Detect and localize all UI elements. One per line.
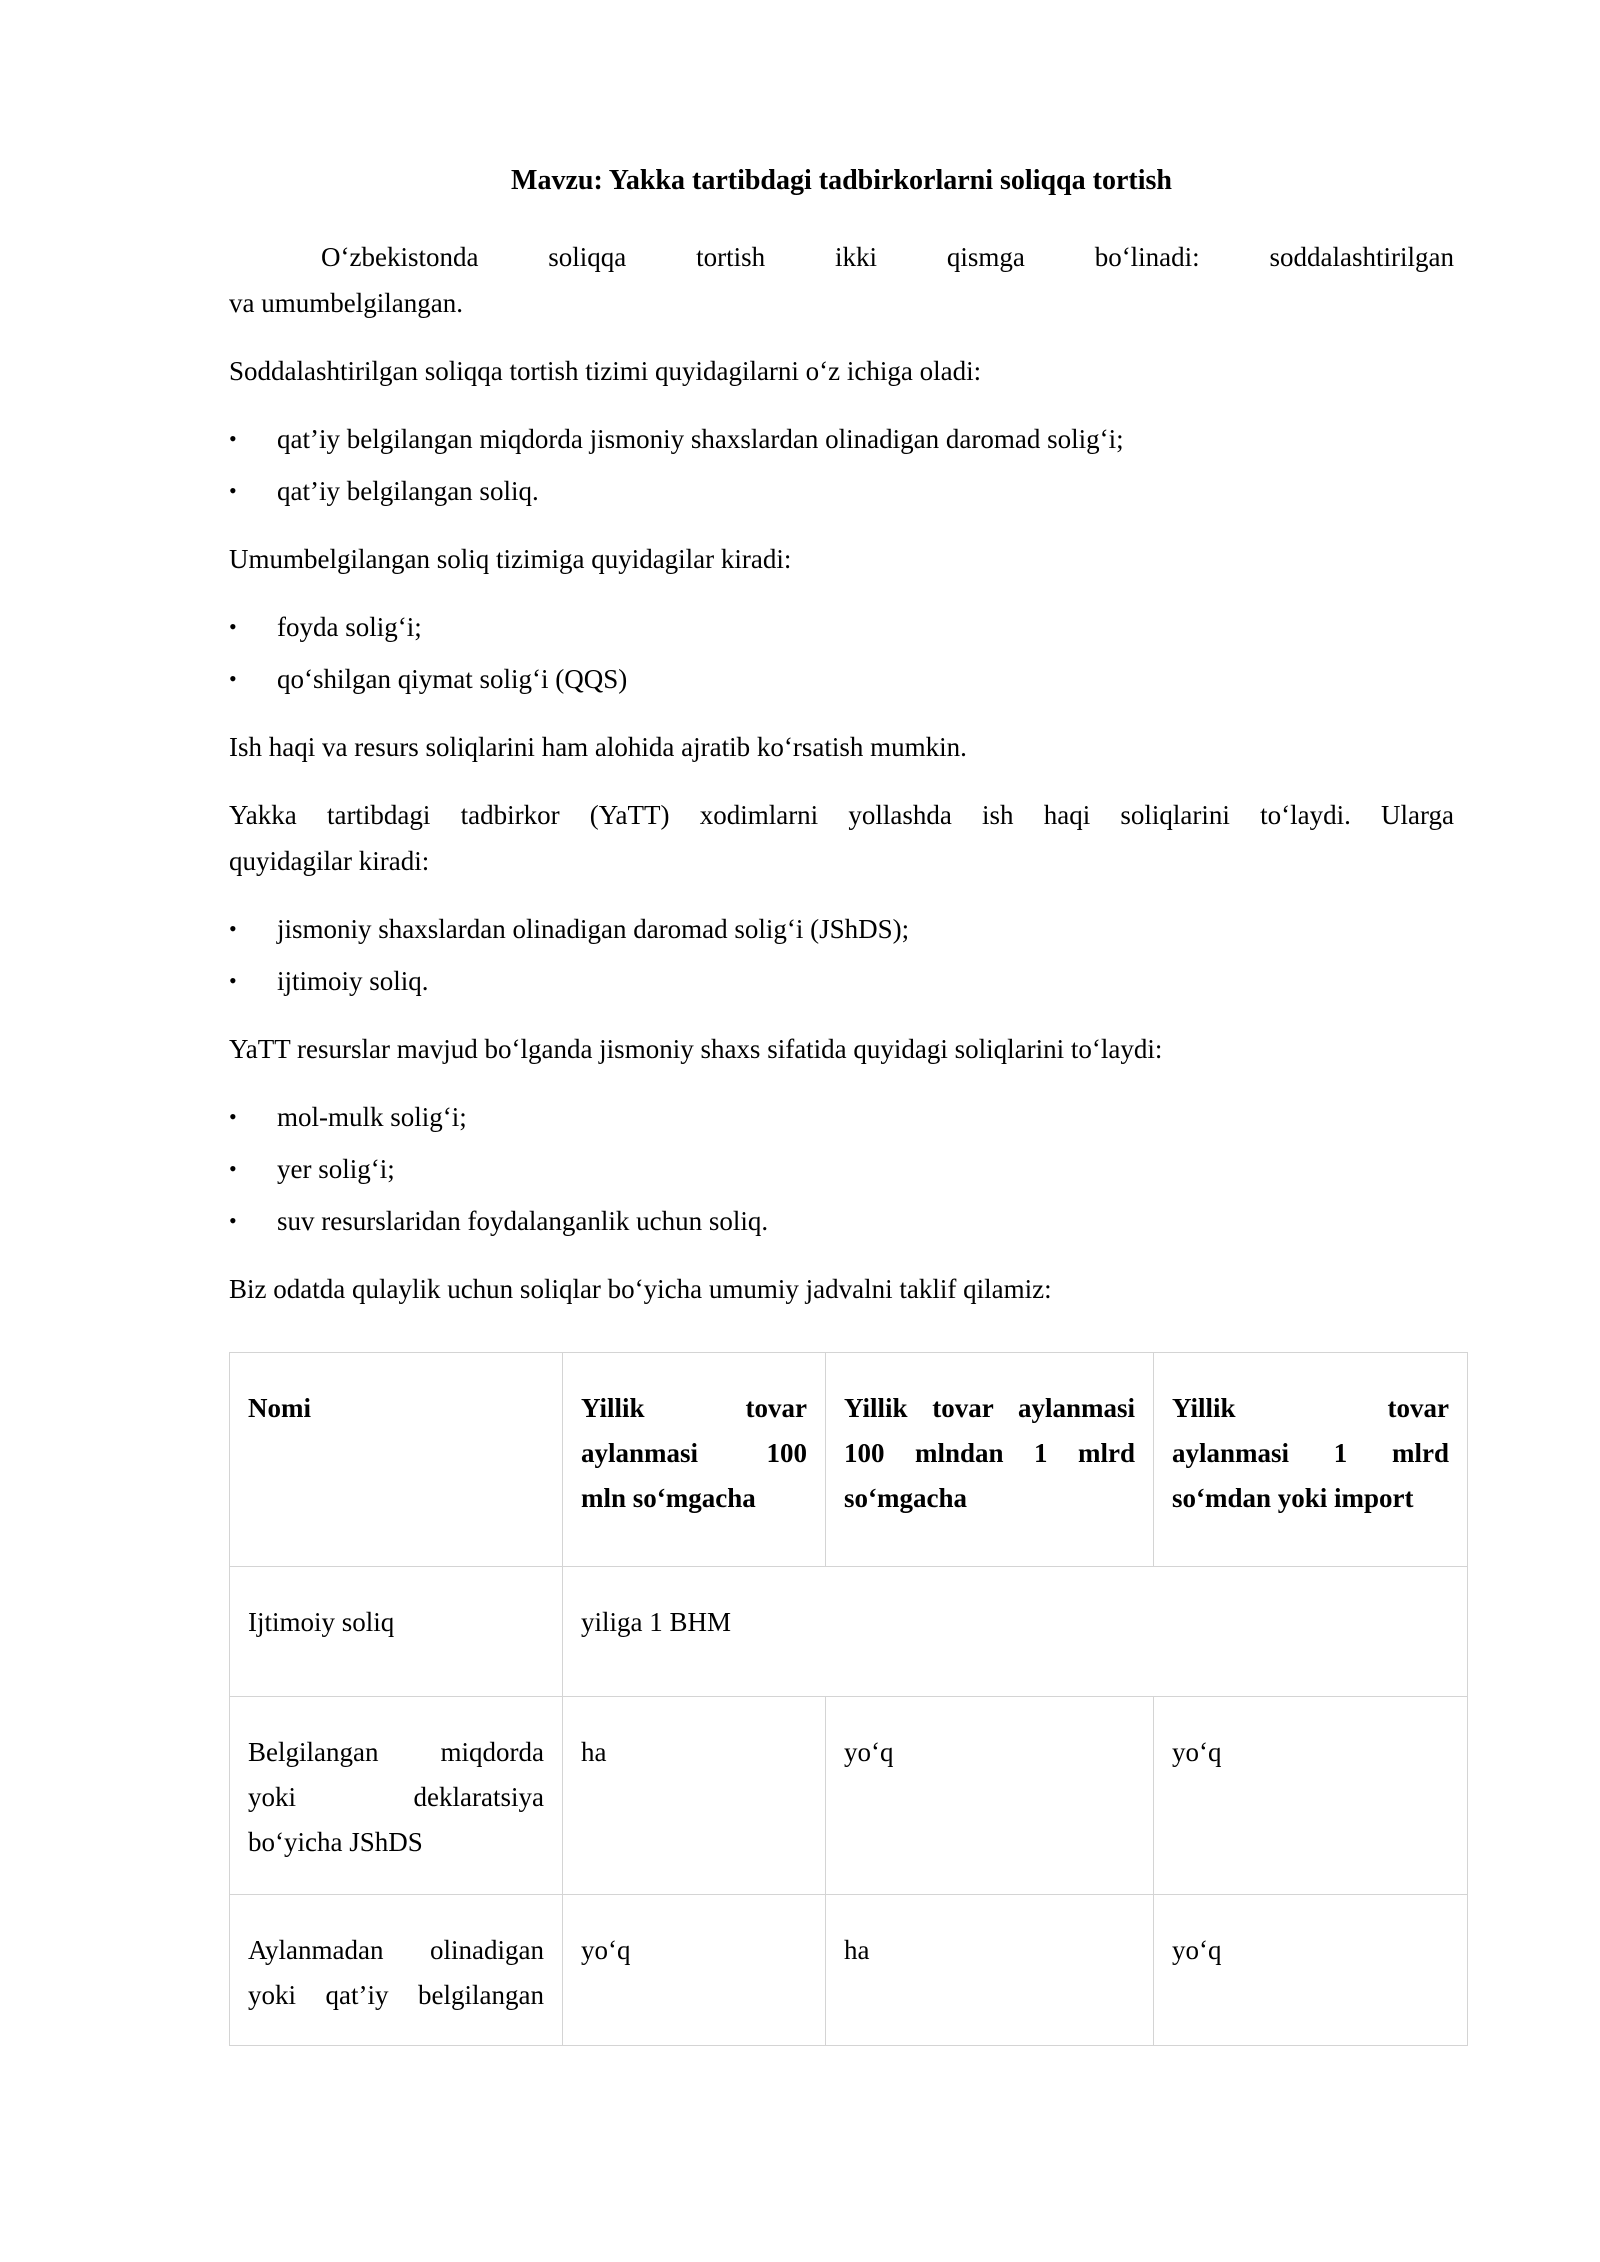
paragraph-line: O‘zbekistonda soliqqa tortish ikki qismga bo‘linadi: soddalashtirilgan bbox=[321, 242, 1454, 272]
bullet-icon: • bbox=[229, 968, 237, 993]
list-item bbox=[229, 1198, 1454, 1244]
list-item bbox=[229, 906, 1454, 952]
list-item-text: ijtimoiy soliq. bbox=[277, 966, 429, 996]
header-line: Yillik tovar bbox=[581, 1393, 807, 1423]
bullet-list-general bbox=[229, 604, 1454, 702]
tax-comparison-table bbox=[229, 1352, 1468, 2046]
bullet-icon: • bbox=[229, 666, 237, 691]
table-row-social-tax bbox=[230, 1567, 1468, 1697]
table-row-turnover-tax bbox=[230, 1895, 1468, 2046]
paragraph-line: quyidagilar kiradi: bbox=[229, 846, 430, 876]
header-line: Yillik tovar bbox=[1172, 1393, 1449, 1423]
table-header-turnover-100m bbox=[563, 1353, 826, 1567]
bullet-icon: • bbox=[229, 478, 237, 503]
list-item bbox=[229, 416, 1454, 462]
table-header-turnover-1b-import bbox=[1154, 1353, 1468, 1567]
bullet-list-payroll bbox=[229, 906, 1454, 1004]
header-line: mln so‘mgacha bbox=[581, 1483, 756, 1513]
list-item-text: yer solig‘i; bbox=[277, 1154, 395, 1184]
paragraph-yatt-payroll bbox=[229, 792, 1454, 884]
paragraph-simplified-list-intro: Soddalashtirilgan soliqqa tortish tizimi quyidagilarni o‘z ichiga oladi: bbox=[229, 356, 982, 386]
paragraph-general-list-intro: Umumbelgilangan soliq tizimiga quyidagilar kiradi: bbox=[229, 544, 792, 574]
table-cell-tax-name bbox=[230, 1697, 563, 1895]
bullet-icon: • bbox=[229, 1156, 237, 1181]
cell-line: yoki deklaratsiya bbox=[248, 1782, 544, 1812]
table-cell-social-tax-value: yiliga 1 BHM bbox=[563, 1567, 1468, 1697]
list-item-text: foyda solig‘i; bbox=[277, 612, 422, 642]
header-line: Yillik tovar aylanmasi bbox=[844, 1393, 1135, 1423]
list-item bbox=[229, 958, 1454, 1004]
paragraph-tax-division bbox=[229, 234, 1454, 326]
document-title: Mavzu: Yakka tartibdagi tadbirkorlarni soliqqa tortish bbox=[511, 165, 1172, 196]
list-item-text: qat’iy belgilangan miqdorda jismoniy shaxslardan olinadigan daromad solig‘i; bbox=[277, 424, 1124, 454]
header-line: aylanmasi 1 mlrd bbox=[1172, 1438, 1449, 1468]
bullet-icon: • bbox=[229, 1208, 237, 1233]
table-cell-value: yo‘q bbox=[826, 1697, 1154, 1895]
bullet-icon: • bbox=[229, 1104, 237, 1129]
header-line: so‘mgacha bbox=[844, 1483, 967, 1513]
header-line: 100 mlndan 1 mlrd bbox=[844, 1438, 1135, 1468]
table-header-nomi: Nomi bbox=[230, 1353, 563, 1567]
cell-line: Belgilangan miqdorda bbox=[248, 1737, 544, 1767]
list-item bbox=[229, 468, 1454, 514]
bullet-list-resource bbox=[229, 1094, 1454, 1244]
list-item bbox=[229, 604, 1454, 650]
table-header-turnover-100m-1b bbox=[826, 1353, 1154, 1567]
list-item-text: mol-mulk solig‘i; bbox=[277, 1102, 467, 1132]
list-item-text: qat’iy belgilangan soliq. bbox=[277, 476, 539, 506]
paragraph-table-intro: Biz odatda qulaylik uchun soliqlar bo‘yicha umumiy jadvalni taklif qilamiz: bbox=[229, 1274, 1052, 1304]
list-item-text: suv resurslaridan foydalanganlik uchun soliq. bbox=[277, 1206, 769, 1236]
paragraph-yatt-resources: YaTT resurslar mavjud bo‘lganda jismoniy shaxs sifatida quyidagi soliqlarini to‘laydi: bbox=[229, 1034, 1163, 1064]
header-line: aylanmasi 100 bbox=[581, 1438, 807, 1468]
table-cell-value: yo‘q bbox=[563, 1895, 826, 2046]
table-cell-value: ha bbox=[563, 1697, 826, 1895]
table-header-row bbox=[230, 1353, 1468, 1567]
list-item bbox=[229, 1094, 1454, 1140]
table-cell-value: yo‘q bbox=[1154, 1697, 1468, 1895]
cell-line: bo‘yicha JShDS bbox=[248, 1827, 423, 1857]
cell-line: Aylanmadan olinadigan bbox=[248, 1935, 544, 1965]
list-item-text: qo‘shilgan qiymat solig‘i (QQS) bbox=[277, 664, 628, 694]
table-cell-value: ha bbox=[826, 1895, 1154, 2046]
bullet-icon: • bbox=[229, 916, 237, 941]
table-cell-value: yo‘q bbox=[1154, 1895, 1468, 2046]
paragraph-line: va umumbelgilangan. bbox=[229, 288, 463, 318]
paragraph-line: Yakka tartibdagi tadbirkor (YaTT) xodimlarni yollashda ish haqi soliqlarini to‘laydi. Ularga bbox=[229, 800, 1454, 830]
paragraph-payroll-note: Ish haqi va resurs soliqlarini ham alohida ajratib ko‘rsatish mumkin. bbox=[229, 732, 967, 762]
bullet-icon: • bbox=[229, 426, 237, 451]
bullet-icon: • bbox=[229, 614, 237, 639]
bullet-list-simplified bbox=[229, 416, 1454, 514]
list-item bbox=[229, 656, 1454, 702]
table-cell-tax-name bbox=[230, 1895, 563, 2046]
list-item-text: jismoniy shaxslardan olinadigan daromad solig‘i (JShDS); bbox=[277, 914, 910, 944]
table-cell-tax-name: Ijtimoiy soliq bbox=[230, 1567, 563, 1697]
list-item bbox=[229, 1146, 1454, 1192]
cell-line: yoki qat’iy belgilangan bbox=[248, 1980, 544, 2010]
table-row-fixed-jshds bbox=[230, 1697, 1468, 1895]
header-line: so‘mdan yoki import bbox=[1172, 1483, 1414, 1513]
